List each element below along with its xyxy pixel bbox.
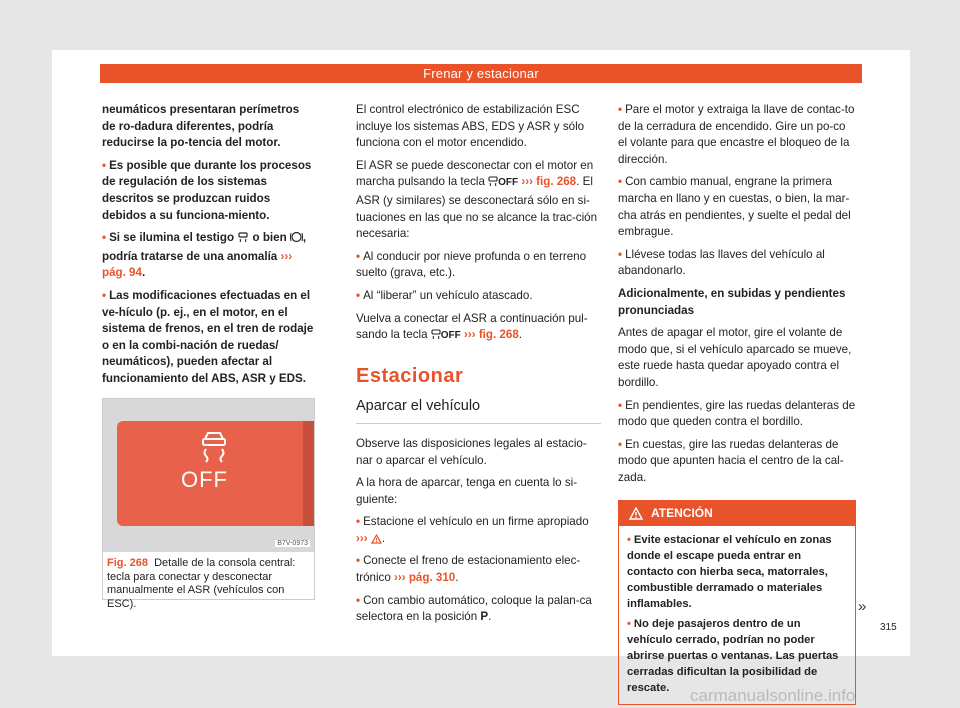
warning-body	[619, 526, 855, 704]
bullet-icon: •	[102, 288, 107, 302]
subheading-aparcar: Aparcar el vehículo	[356, 398, 601, 424]
col1-bullet-3: • Las modificaciones efectuadas en el ve-hículo (p. ej., en el motor, en el sistema de frenos, en el tren de rodaje o en la combi-nación de ruedas/ neumáticos), pueden afectar al funcionamiento del ABS, ASR y EDS.	[102, 288, 314, 385]
traction-warning-icon	[237, 231, 249, 249]
col3-bullet-3: • Llévese todas las llaves del vehículo al abandonarlo.	[618, 247, 825, 278]
continue-marker: »	[858, 598, 867, 615]
page-ref-link[interactable]: ››› pág. 310	[394, 571, 456, 585]
heading-estacionar: Estacionar	[356, 364, 464, 387]
bullet-icon: •	[356, 288, 361, 302]
warning-triangle-icon	[371, 534, 382, 544]
warning-item-1: • Evite estacionar el vehículo en zonas donde el escape pueda entrar en contacto con hierba seca, matorrales, combustible derramado o materiales inflamables.	[627, 534, 832, 611]
figure-code: B7V-0973	[277, 540, 308, 547]
off-label: OFF	[181, 467, 228, 492]
col2-paragraph-3: Vuelva a conectar el ASR a continuación pul-sando la tecla OFF ››› fig. 268.	[356, 311, 601, 346]
col3-bullet-2: • Con cambio manual, engrane la primera marcha en llano y en cuestas, o bien, la mar-cha atrás en pendientes, y suelte el pedal del embrague.	[618, 175, 851, 239]
page-ref-link[interactable]: ››› pág. 94	[102, 249, 293, 280]
warning-box	[618, 500, 856, 705]
warning-item-2: • No deje pasajeros dentro de un vehículo cerrado, podrían no poder abrirse puertas o ventanas. Las puertas cerradas dificultan la posibilidad de rescate.	[627, 618, 839, 695]
bullet-icon: •	[618, 103, 623, 116]
bullet-icon: •	[627, 618, 631, 631]
figure-268	[102, 398, 315, 610]
col2-bullet-5: • Con cambio automático, coloque la palan-ca selectora en la posición P.	[356, 593, 592, 624]
col3-bullet-4: • En pendientes, gire las ruedas delanteras de modo que queden contra el bordillo.	[618, 398, 856, 429]
col2-bullet-1: • Al conducir por nieve profunda o en terreno suelto (grava, etc.).	[356, 249, 587, 280]
bullet-icon: •	[102, 158, 107, 172]
bullet-icon: •	[356, 554, 361, 568]
bullet-icon: •	[618, 437, 623, 451]
bullet-icon: •	[618, 175, 623, 189]
col2-paragraph-2: El ASR se puede desconectar con el motor en marcha pulsando la tecla OFF ››› fig. 268. El ASR (y similares) se desconectará sólo en si-tuaciones en las que no se alcance la trac-ción necesaria:	[356, 158, 598, 241]
col1-bullet-1: • Es posible que durante los procesos de regulación de los sistemas descritos se produzcan ruidos debidos a su funciona-miento.	[102, 158, 312, 222]
chapter-header: Frenar y estacionar	[100, 64, 862, 83]
warning-triangle-icon	[629, 507, 643, 520]
traction-control-icon	[488, 176, 498, 193]
col3-bullet-1: • Pare el motor y extraiga la llave de contac-to de la cerradura de encendido. Gire un po-co el volante para que encastre el bloqueo de la dirección.	[618, 103, 855, 166]
bullet-icon: •	[627, 534, 631, 547]
traction-control-icon	[431, 329, 441, 346]
figure-ref-link[interactable]: ››› fig. 268	[521, 175, 577, 189]
bullet-icon: •	[618, 398, 623, 412]
col3-bullet-5: • En cuestas, gire las ruedas delanteras de modo que apunten hacia el centro de la cal-zada.	[618, 437, 844, 484]
bullet-icon: •	[356, 593, 361, 607]
column-1	[102, 102, 314, 448]
bullet-icon: •	[102, 231, 107, 245]
col2-bullet-4: • Conecte el freno de estacionamiento elec-trónico ››› pág. 310.	[356, 554, 581, 585]
page-number: 315	[880, 622, 897, 633]
col2-bullet-2: • Al “liberar” un vehículo atascado.	[356, 288, 533, 302]
col1-bullet-2: • Si se ilumina el testigo o bien , podría tratarse de una anomalía ››› pág. 94.	[102, 231, 307, 280]
col2-bullet-3: • Estacione el vehículo en un firme apropiado ››› .	[356, 515, 589, 545]
figure-caption: Fig. 268 Detalle de la consola central: tecla para conectar y desconectar manualmente el ASR (vehículos con ESC).	[107, 557, 296, 610]
abs-warning-icon	[290, 231, 303, 249]
bullet-icon: •	[356, 249, 361, 263]
column-3	[618, 102, 856, 705]
figure-ref-link[interactable]: ››› fig. 268	[464, 328, 519, 342]
col1-paragraph: neumáticos presentaran perímetros de ro-dadura diferentes, podría reducirse la po-tencia del motor.	[102, 103, 300, 150]
col3-subheading: Adicionalmente, en subidas y pendientes pronunciadas	[618, 286, 846, 317]
warning-ref-link[interactable]: ›››	[356, 532, 382, 545]
col2-paragraph-5: A la hora de aparcar, tenga en cuenta lo si-guiente:	[356, 476, 578, 506]
manual-page	[52, 50, 910, 695]
bullet-icon: •	[356, 515, 361, 529]
bullet-icon: •	[618, 247, 623, 261]
col2-paragraph-1: El control electrónico de estabilización ESC incluye los sistemas ABS, EDS y ASR y sólo funciona con el motor encendido.	[356, 103, 585, 150]
warning-title: ATENCIÓN	[651, 506, 713, 521]
col2-paragraph-4: Observe las disposiciones legales al estacio-nar o aparcar el vehículo.	[356, 436, 587, 467]
warning-header	[619, 501, 855, 526]
column-2	[356, 102, 601, 632]
watermark: carmanualsonline.info	[690, 686, 856, 705]
col3-paragraph: Antes de apagar el motor, gire el volante de modo que, si el vehículo aparcado se mueve, este ruede hasta quedar apoyado contra el bordillo.	[618, 326, 852, 389]
traction-control-icon	[199, 429, 229, 468]
console-button-image	[103, 399, 314, 552]
